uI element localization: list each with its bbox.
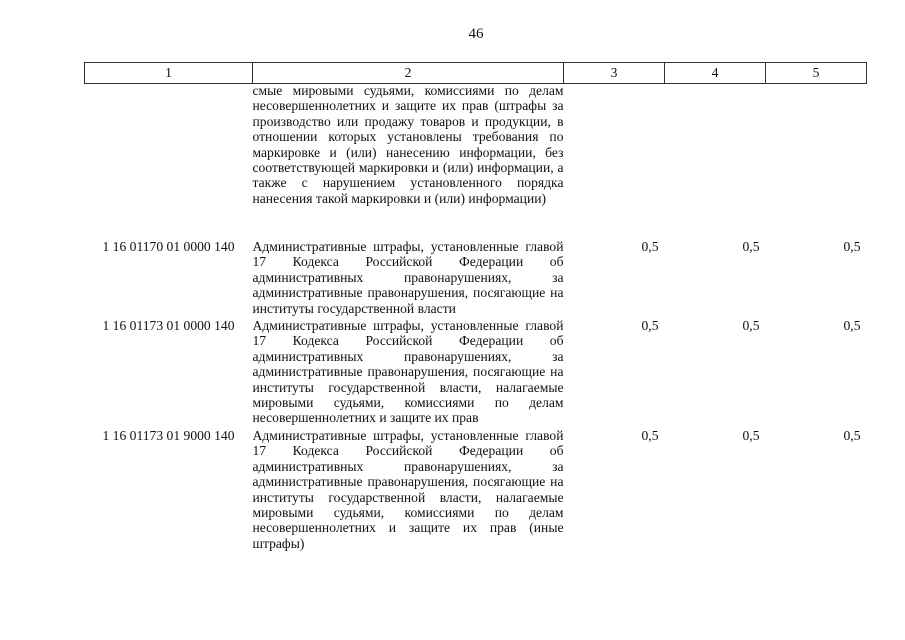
code-cell-empty <box>85 84 253 238</box>
value-cell-5: 0,5 <box>843 318 861 334</box>
name-cell-continuation <box>253 84 564 238</box>
column-header-4: 4 <box>665 63 766 84</box>
value-cell-empty <box>766 84 867 238</box>
value-cell-empty <box>665 84 766 238</box>
continuation-text: смые мировыми судьями, комиссиями по делам несовершеннолетних и защите их прав (штрафы за производство или продажу товаров и продукции, в отношении которых установлены требования по маркировке и (или) нанесению информации, без соответствующей маркировки и (или) информации, а также с нарушением установленного порядка нанесения такой маркировки и (или) информации) <box>252 83 564 206</box>
value-cell-5: 0,5 <box>843 239 861 254</box>
header-row <box>85 63 867 84</box>
value-cell-5: 0,5 <box>843 427 861 443</box>
value-cell-3: 0,5 <box>641 318 659 334</box>
table-row <box>85 426 867 551</box>
value-cell-3: 0,5 <box>641 427 659 443</box>
table-row-continuation <box>85 84 867 238</box>
table-row <box>85 237 867 316</box>
name-cell: Административные штрафы, установленные главой 17 Кодекса Российской Федерации об административных правонарушениях, за административные правонарушения, посягающие на институты государственной власти <box>252 239 564 316</box>
budget-codes-table <box>84 62 867 551</box>
table-row <box>85 316 867 426</box>
column-header-1: 1 <box>85 63 253 84</box>
value-cell-4: 0,5 <box>742 239 760 254</box>
code-cell: 1 16 01173 01 9000 140 <box>102 427 235 443</box>
code-cell: 1 16 01170 01 0000 140 <box>102 239 235 254</box>
name-cell: Административные штрафы, установленные главой 17 Кодекса Российской Федерации об административных правонарушениях, за административные правонарушения, посягающие на институты государственной власти, налагаемые мировыми судьями, комиссиями по делам несовершеннолетних и защите их прав <box>252 318 564 426</box>
column-header-3: 3 <box>564 63 665 84</box>
value-cell-3: 0,5 <box>641 239 659 254</box>
code-cell: 1 16 01173 01 0000 140 <box>102 318 235 334</box>
value-cell-4: 0,5 <box>742 318 760 334</box>
value-cell-4: 0,5 <box>742 427 760 443</box>
page-number: 46 <box>468 26 484 42</box>
name-cell: Административные штрафы, установленные главой 17 Кодекса Российской Федерации об административных правонарушениях, за административные правонарушения, посягающие на институты государственной власти, налагаемые мировыми судьями, комиссиями по делам несовершеннолетних и защите их прав (иные штрафы) <box>252 427 564 551</box>
column-header-5: 5 <box>766 63 867 84</box>
column-header-2: 2 <box>253 63 564 84</box>
value-cell-empty <box>564 84 665 238</box>
